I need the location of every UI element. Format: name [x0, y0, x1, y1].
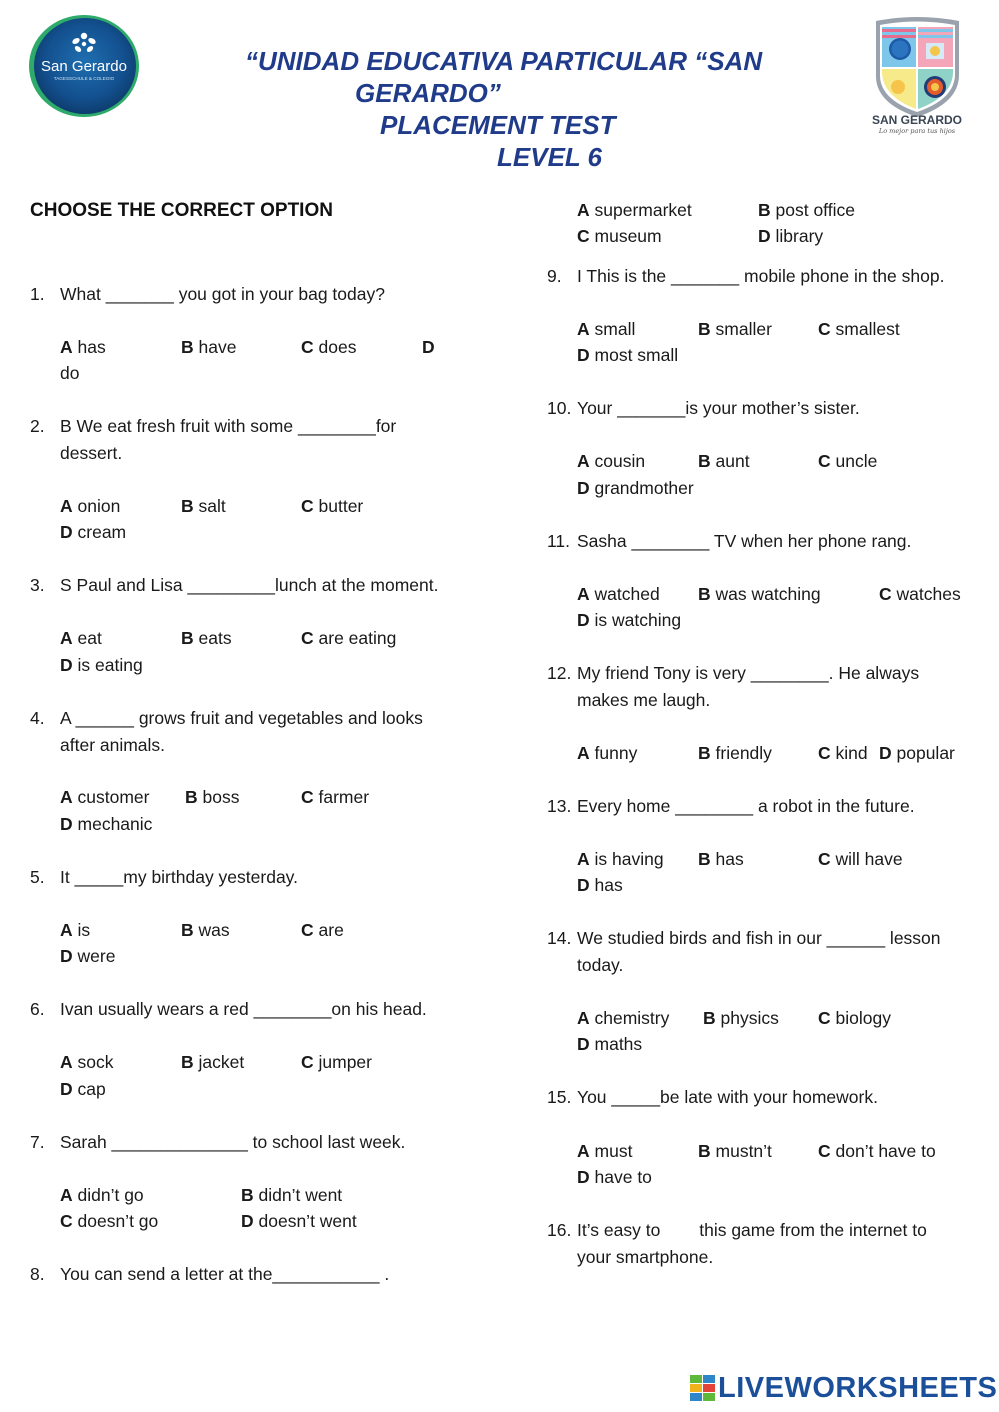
- question-stem: I This is the _______ mobile phone in the shop.: [577, 266, 945, 286]
- question-stem: B We eat fresh fruit with some ________for: [60, 416, 397, 436]
- question-number: 6.: [30, 999, 45, 1019]
- option-b[interactable]: B eats: [181, 628, 232, 648]
- option-d[interactable]: D maths: [577, 1034, 643, 1054]
- question-stem: My friend Tony is very ________. He always: [577, 663, 920, 683]
- question-16: [547, 1217, 977, 1270]
- question-10: [547, 395, 977, 422]
- question-stem: You can send a letter at the___________ .: [60, 1264, 390, 1284]
- option-b[interactable]: B aunt: [698, 451, 750, 471]
- option-d[interactable]: D mechanic: [60, 814, 153, 834]
- question-number: 13.: [547, 796, 572, 816]
- option-a[interactable]: A customer: [60, 787, 150, 807]
- question-stem: We studied birds and fish in our ______ lesson: [577, 928, 941, 948]
- question-stem-cont: dessert.: [60, 442, 123, 463]
- title-line-2: GERARDO”: [355, 78, 501, 108]
- option-a[interactable]: A is having: [577, 849, 664, 869]
- option-c[interactable]: C farmer: [301, 787, 370, 807]
- question-stem-cont: today.: [577, 954, 624, 975]
- option-d[interactable]: D grandmother: [577, 478, 694, 498]
- option-c[interactable]: C jumper: [301, 1052, 372, 1072]
- option-b[interactable]: B smaller: [698, 319, 772, 339]
- question-stem-cont: your smartphone.: [577, 1246, 714, 1267]
- option-b[interactable]: B has: [698, 849, 744, 869]
- option-b[interactable]: B physics: [703, 1008, 779, 1028]
- option-c[interactable]: C will have: [818, 849, 903, 869]
- option-d[interactable]: D is watching: [577, 610, 682, 630]
- option-c[interactable]: C doesn’t go: [60, 1211, 159, 1231]
- left-logo-text: San Gerardo: [41, 58, 127, 75]
- left-logo-subtext: TAGESSCHULE & COLEGIO: [53, 76, 115, 81]
- question-stem: S Paul and Lisa _________lunch at the moment.: [60, 575, 439, 595]
- option-d[interactable]: D is eating: [60, 655, 143, 675]
- crest-name: SAN GERARDO: [871, 113, 963, 127]
- question-8: [30, 1261, 480, 1288]
- option-b[interactable]: B was: [181, 920, 230, 940]
- question-stem: You _____be late with your homework.: [577, 1087, 878, 1107]
- option-b[interactable]: B salt: [181, 496, 226, 516]
- option-d[interactable]: D have to: [577, 1167, 652, 1187]
- option-b[interactable]: B boss: [185, 787, 240, 807]
- question-stem: Sasha ________ TV when her phone rang.: [577, 531, 912, 551]
- title-line-3: PLACEMENT TEST: [380, 110, 616, 140]
- option-c[interactable]: C biology: [818, 1008, 891, 1028]
- question-number: 8.: [30, 1264, 45, 1284]
- option-a[interactable]: A cousin: [577, 451, 646, 471]
- option-a[interactable]: A didn’t go: [60, 1185, 144, 1205]
- question-stem: It _____my birthday yesterday.: [60, 867, 298, 887]
- title-line-1: “UNIDAD EDUCATIVA PARTICULAR “SAN: [245, 46, 763, 76]
- option-d[interactable]: D popular: [879, 743, 955, 763]
- question-14: [547, 925, 977, 978]
- question-stem: It’s easy to this game from the internet to: [577, 1220, 927, 1240]
- option-a[interactable]: A watched: [577, 584, 660, 604]
- question-number: 7.: [30, 1132, 45, 1152]
- question-number: 3.: [30, 575, 45, 595]
- option-d[interactable]: D has: [577, 875, 623, 895]
- question-number: 9.: [547, 266, 562, 286]
- question-stem: A ______ grows fruit and vegetables and looks: [60, 708, 423, 728]
- option-b[interactable]: B didn’t went: [241, 1185, 343, 1205]
- question-stem: What _______ you got in your bag today?: [60, 284, 385, 304]
- option-b[interactable]: B mustn’t: [698, 1141, 772, 1161]
- question-12: [547, 660, 977, 713]
- option-c[interactable]: C does: [301, 337, 357, 357]
- option-c[interactable]: C smallest: [818, 319, 900, 339]
- question-number: 10.: [547, 398, 572, 418]
- school-logo-left: [28, 14, 140, 118]
- option-d[interactable]: D: [422, 337, 435, 357]
- option-c[interactable]: C kind: [818, 743, 868, 763]
- option-a[interactable]: A eat: [60, 628, 102, 648]
- question-number: 14.: [547, 928, 572, 948]
- option-d[interactable]: D were: [60, 946, 116, 966]
- option-a[interactable]: A small: [577, 319, 636, 339]
- option-c[interactable]: C museum: [577, 226, 662, 246]
- option-d[interactable]: D library: [758, 226, 824, 246]
- question-13: [547, 793, 977, 820]
- option-a[interactable]: A supermarket: [577, 200, 692, 220]
- instructions-heading: CHOOSE THE CORRECT OPTION: [30, 200, 333, 221]
- option-a[interactable]: A chemistry: [577, 1008, 670, 1028]
- option-d[interactable]: D most small: [577, 345, 679, 365]
- option-c[interactable]: C watches: [879, 584, 961, 604]
- option-a[interactable]: A is: [60, 920, 91, 940]
- option-d-text[interactable]: do: [60, 363, 80, 383]
- crest-motto: Lo mejor para tus hijos: [878, 127, 956, 135]
- option-a[interactable]: A has: [60, 337, 106, 357]
- option-d[interactable]: D doesn’t went: [241, 1211, 357, 1231]
- option-a[interactable]: A sock: [60, 1052, 114, 1072]
- question-number: 4.: [30, 708, 45, 728]
- title-line-4: LEVEL 6: [497, 142, 603, 172]
- question-stem: Every home ________ a robot in the future.: [577, 796, 915, 816]
- question-6: [30, 996, 480, 1023]
- question-2: [30, 413, 460, 466]
- option-c[interactable]: C butter: [301, 496, 364, 516]
- question-number: 11.: [547, 531, 571, 551]
- question-stem: Your _______is your mother’s sister.: [577, 398, 860, 418]
- question-number: 12.: [547, 663, 572, 683]
- option-b[interactable]: B was watching: [698, 584, 821, 604]
- question-7: [30, 1129, 480, 1156]
- question-stem: Ivan usually wears a red ________on his head.: [60, 999, 427, 1019]
- question-number: 16.: [547, 1220, 572, 1240]
- question-3: [30, 572, 480, 599]
- option-c[interactable]: C don’t have to: [818, 1141, 936, 1161]
- question-11: [547, 528, 977, 555]
- option-b[interactable]: B have: [181, 337, 237, 357]
- liveworksheets-logo-icon: [690, 1375, 716, 1401]
- option-d[interactable]: D cap: [60, 1079, 106, 1099]
- option-a[interactable]: A funny: [577, 743, 638, 763]
- option-c[interactable]: C uncle: [818, 451, 878, 471]
- option-d[interactable]: D cream: [60, 522, 127, 542]
- question-number: 5.: [30, 867, 45, 887]
- option-a[interactable]: A onion: [60, 496, 121, 516]
- school-crest-right: [870, 13, 965, 138]
- question-number: 15.: [547, 1087, 572, 1107]
- question-number: 2.: [30, 416, 45, 436]
- option-b[interactable]: B friendly: [698, 743, 772, 763]
- option-c[interactable]: C are: [301, 920, 344, 940]
- question-9: [547, 263, 977, 290]
- option-b[interactable]: B jacket: [181, 1052, 245, 1072]
- liveworksheets-brand[interactable]: [690, 1370, 998, 1406]
- question-stem-cont: after animals.: [60, 734, 166, 755]
- question-15: [547, 1084, 977, 1111]
- question-4: [30, 705, 480, 758]
- liveworksheets-wordmark: LIVEWORKSHEETS: [718, 1372, 998, 1404]
- question-stem-cont: makes me laugh.: [577, 689, 711, 710]
- question-stem: Sarah ______________ to school last week.: [60, 1132, 406, 1152]
- option-c[interactable]: C are eating: [301, 628, 397, 648]
- option-a[interactable]: A must: [577, 1141, 633, 1161]
- question-number: 1.: [30, 284, 45, 304]
- question-5: [30, 864, 460, 891]
- option-b[interactable]: B post office: [758, 200, 855, 220]
- question-1: [30, 281, 460, 308]
